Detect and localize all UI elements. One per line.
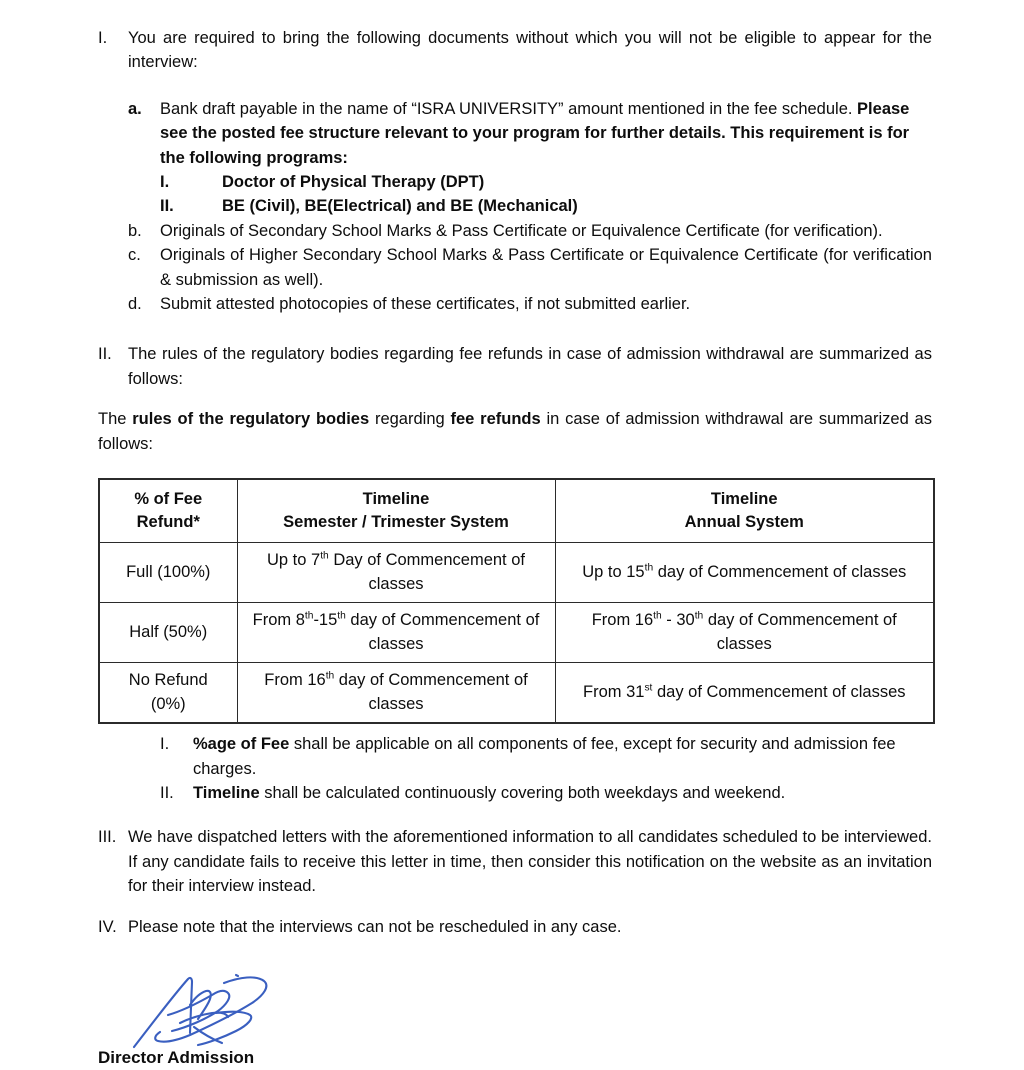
table-row <box>99 543 934 603</box>
list-text: Originals of Higher Secondary School Marks & Pass Certificate or Equivalence Certificate (for verification & submission as well). <box>160 246 932 289</box>
cell-refund: Full (100%) <box>99 543 237 603</box>
cell-semester <box>237 543 555 603</box>
list-text: You are required to bring the following documents without which you will not be eligible to appear for the interview: <box>128 29 932 72</box>
list-text <box>193 781 932 805</box>
list-marker: II. <box>98 345 112 364</box>
table-header-row <box>99 479 934 543</box>
list-item-roman-1 <box>98 26 932 75</box>
cell-post: day of Commencement of classes <box>653 562 907 581</box>
list-marker: b. <box>128 221 142 240</box>
cell-post: day of Commencement of classes <box>703 611 897 653</box>
ordinal-suffix-2: th <box>694 610 704 622</box>
header-line-1: Timeline <box>710 489 778 508</box>
list-marker: a. <box>128 99 142 118</box>
table-header-refund <box>99 479 237 543</box>
list-text: Please note that the interviews can not be rescheduled in any case. <box>128 917 622 936</box>
list-item-d <box>98 292 932 316</box>
ordinal-suffix: th <box>653 610 662 622</box>
table-row <box>99 603 934 663</box>
header-line-2: Semester / Trimester System <box>283 513 509 532</box>
note-bold: Timeline <box>193 783 260 802</box>
restated-b2: fee refunds <box>450 410 541 429</box>
list-text: Doctor of Physical Therapy (DPT) <box>222 173 485 192</box>
list-marker: I. <box>160 735 170 754</box>
table-header-semester <box>237 479 555 543</box>
restated-p1: The <box>98 410 133 429</box>
note-text: shall be calculated continuously covering both weekdays and weekend. <box>259 783 786 802</box>
cell-mid: - 30 <box>661 611 695 630</box>
cell-pre: From 31 <box>583 682 645 701</box>
list-text: Submit attested photocopies of these certificates, if not submitted earlier. <box>160 295 691 314</box>
header-line-2: Annual System <box>684 513 804 532</box>
cell-refund <box>99 663 237 724</box>
cell-refund: Half (50%) <box>99 603 237 663</box>
cell-post: day of Commencement of classes <box>652 682 906 701</box>
cell-semester <box>237 663 555 724</box>
list-item-roman-2 <box>98 342 932 391</box>
note-bold: %age of Fee <box>193 735 290 754</box>
list-marker: I. <box>160 173 170 192</box>
fee-refund-table <box>98 478 935 724</box>
spacer <box>98 316 932 342</box>
restated-p3: in case of admission withdrawal are summarized as follows: <box>98 410 932 453</box>
list-marker: c. <box>128 246 141 265</box>
list-item-b <box>98 219 932 243</box>
spacer <box>98 393 932 407</box>
list-marker: III. <box>98 828 117 847</box>
list-text: We have dispatched letters with the aforementioned information to all candidates scheduled to be interviewed. If any candidate fails to receive this letter in time, then consider this notification on the website as an invitation for their interview instead. <box>128 828 932 896</box>
list-text: BE (Civil), BE(Electrical) and BE (Mechanical) <box>222 197 578 216</box>
signature-label: Director Admission <box>98 1047 255 1067</box>
signature-block <box>98 969 932 1070</box>
list-item-roman-4 <box>98 915 932 939</box>
refund-line-2: (0%) <box>150 694 186 713</box>
cell-post: day of Commencement of classes <box>334 671 528 713</box>
cell-annual <box>555 603 934 663</box>
list-marker: II. <box>160 197 174 216</box>
cell-post: Day of Commencement of classes <box>328 551 525 593</box>
ordinal-suffix: th <box>320 550 329 562</box>
cell-annual <box>555 543 934 603</box>
note-item-2 <box>98 781 932 805</box>
cell-pre: Up to 15 <box>582 562 645 581</box>
cell-semester <box>237 603 555 663</box>
list-text <box>193 732 932 781</box>
list-item-roman-3 <box>98 825 932 898</box>
ordinal-suffix: th <box>325 670 335 682</box>
cell-mid: -15 <box>313 611 338 630</box>
spacer <box>98 77 932 97</box>
cell-annual <box>555 663 934 724</box>
spacer <box>98 901 932 915</box>
ordinal-suffix: st <box>644 682 653 694</box>
program-item-1 <box>98 170 932 194</box>
cell-pre: From 16 <box>591 611 654 630</box>
list-marker: IV. <box>98 917 117 936</box>
refund-line-1: No Refund <box>128 671 208 690</box>
ordinal-suffix: th <box>644 562 654 574</box>
cell-pre: From 16 <box>264 671 326 690</box>
table-header-annual <box>555 479 934 543</box>
restated-b1: rules of the regulatory bodies <box>132 410 370 429</box>
ordinal-suffix: th <box>304 610 314 622</box>
restated-paragraph <box>98 407 932 456</box>
list-marker: I. <box>98 29 108 47</box>
table-row <box>99 663 934 724</box>
list-text <box>160 97 932 170</box>
sub-item-a-plain: Bank draft payable in the name of “ISRA UNIVERSITY” amount mentioned in the fee schedule. <box>160 99 858 118</box>
note-item-1 <box>98 732 932 781</box>
list-text: The rules of the regulatory bodies regarding fee refunds in case of admission withdrawal are summarized as follows: <box>128 345 932 388</box>
note-text: shall be applicable on all components of fee, except for security and admission fee charges. <box>193 735 896 778</box>
list-text: Originals of Secondary School Marks & Pass Certificate or Equivalence Certificate (for verification). <box>160 221 883 240</box>
list-item-c <box>98 243 932 292</box>
cell-pre: Up to 7 <box>267 551 321 570</box>
list-marker: II. <box>160 783 174 802</box>
program-item-2 <box>98 194 932 218</box>
handwritten-signature-icon <box>128 969 288 1051</box>
header-line-1: % of Fee <box>134 489 203 508</box>
list-item-a <box>98 97 932 170</box>
spacer <box>98 805 932 825</box>
header-line-2: Refund* <box>136 513 200 532</box>
cell-post: day of Commencement of classes <box>345 611 540 653</box>
list-marker: d. <box>128 295 142 314</box>
sub-item-a-bold: Please see the posted fee structure relevant to your program for further details. This requirement is for the following programs: <box>160 99 910 167</box>
ordinal-suffix-2: th <box>337 610 346 622</box>
restated-p2: regarding <box>369 410 451 429</box>
cell-pre: From 8 <box>252 611 305 630</box>
header-line-1: Timeline <box>362 489 430 508</box>
